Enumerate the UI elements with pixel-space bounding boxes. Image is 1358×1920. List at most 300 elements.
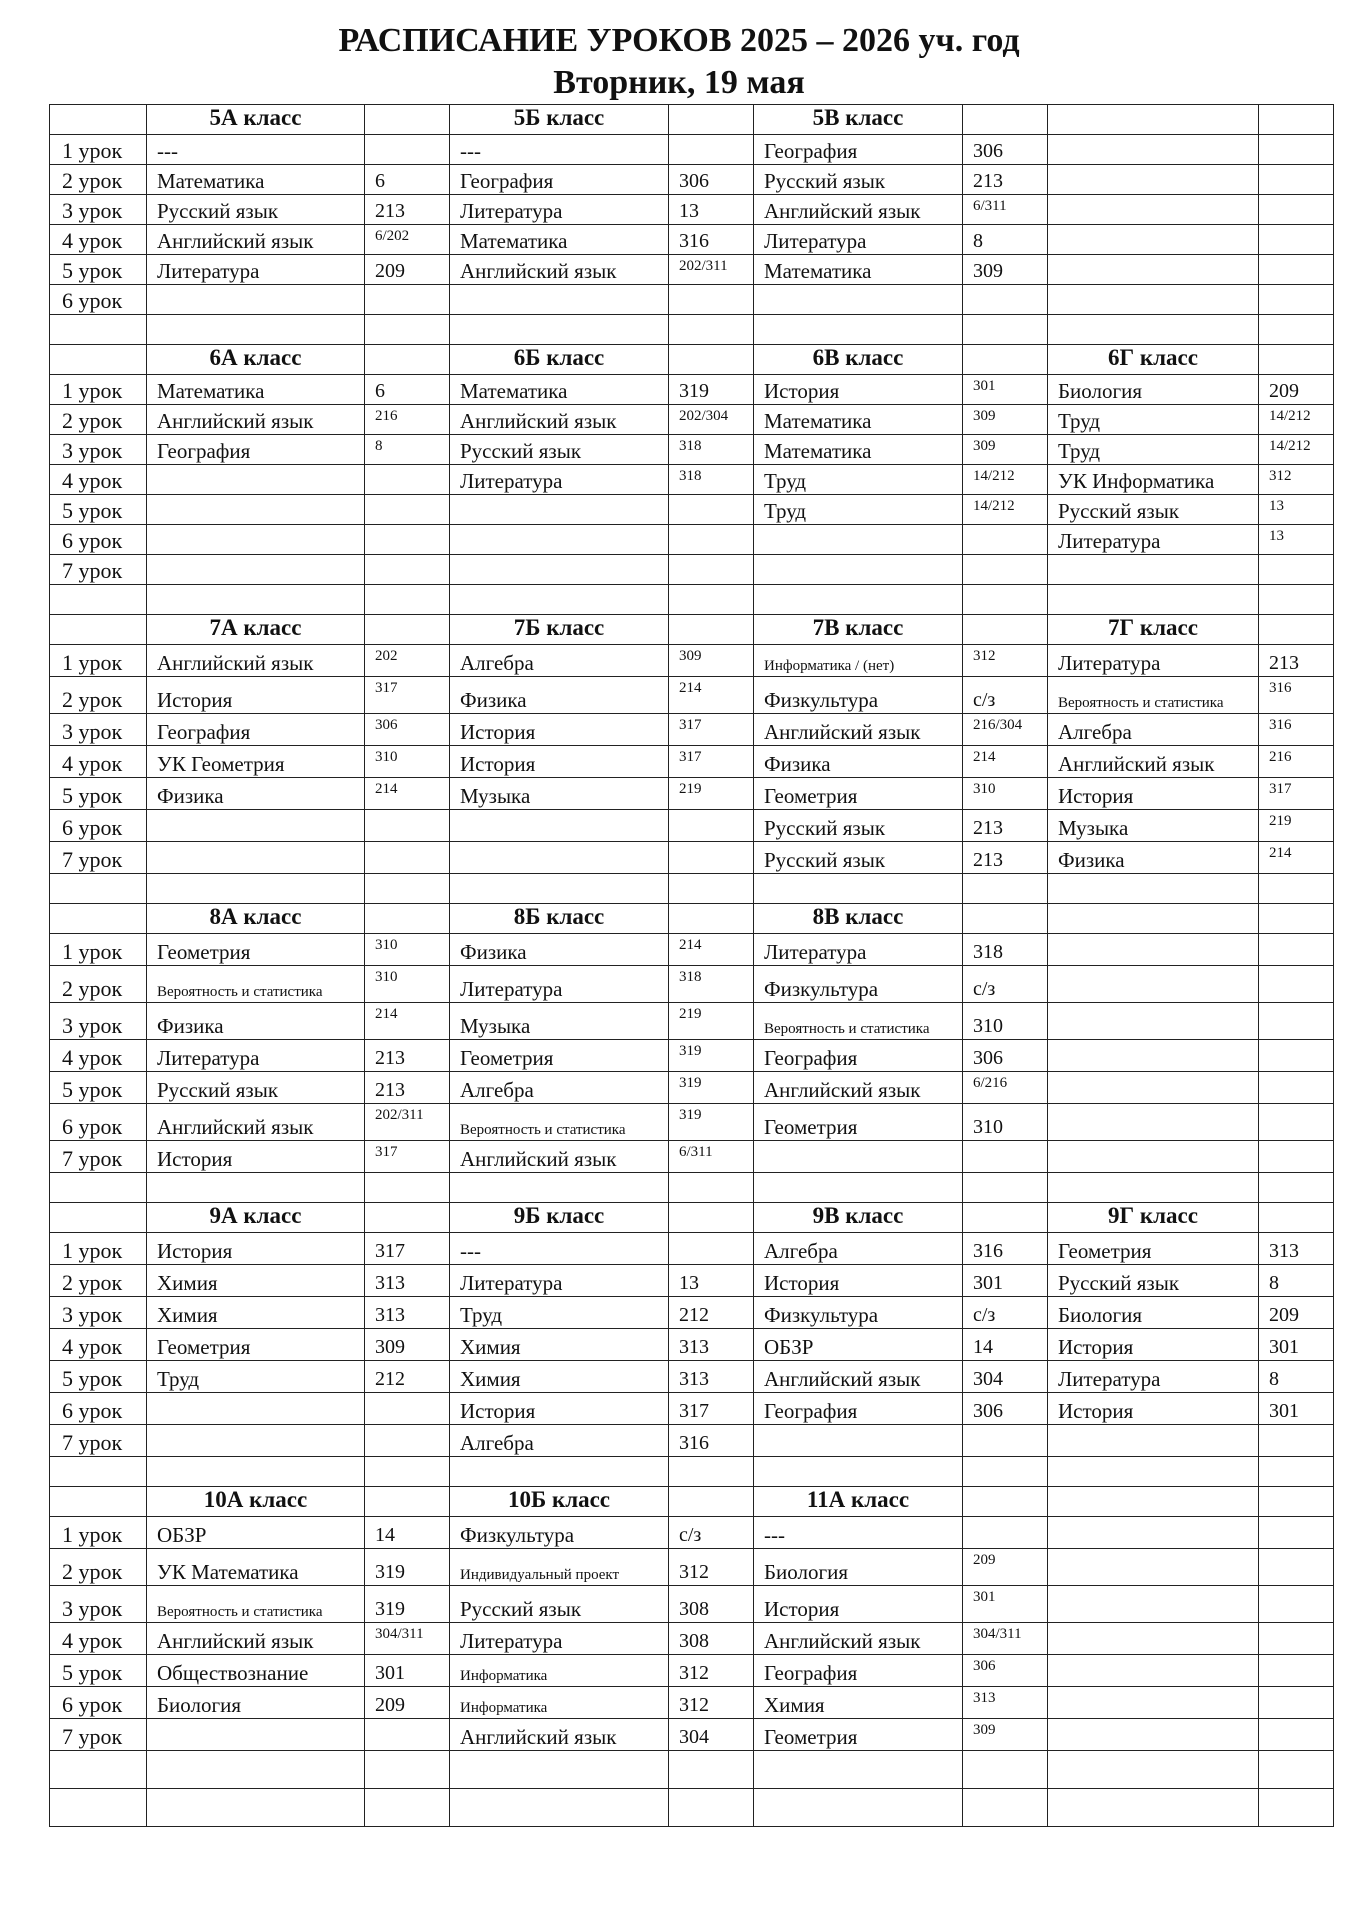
room-cell: 8 <box>1259 1265 1334 1297</box>
lesson-number: 6 урок <box>50 1393 147 1425</box>
subject-cell: Русский язык <box>754 842 963 874</box>
subject-cell: Русский язык <box>754 810 963 842</box>
room-cell <box>1259 135 1334 165</box>
subject-cell <box>1048 1517 1259 1549</box>
subject-cell: Биология <box>147 1687 365 1719</box>
class-header-row <box>50 1487 1334 1517</box>
room-cell: 219 <box>669 778 754 810</box>
empty-cell <box>147 1789 365 1827</box>
subject-cell: Химия <box>450 1329 669 1361</box>
room-cell: 304/311 <box>963 1623 1048 1655</box>
room-cell: 6 <box>365 375 450 405</box>
lesson-row <box>50 1719 1334 1751</box>
empty-cell <box>450 1789 669 1827</box>
lesson-row <box>50 934 1334 966</box>
empty-cell <box>963 1173 1048 1203</box>
lesson-number: 2 урок <box>50 1549 147 1586</box>
room-cell: 209 <box>963 1549 1048 1586</box>
subject-cell: Математика <box>754 255 963 285</box>
room-cell <box>669 842 754 874</box>
subject-cell <box>1048 934 1259 966</box>
room-cell <box>1259 1719 1334 1751</box>
room-cell: 202/311 <box>669 255 754 285</box>
subject-cell: Литература <box>754 934 963 966</box>
room-header <box>669 1487 754 1517</box>
room-cell: 316 <box>669 1425 754 1457</box>
spacer-row <box>50 585 1334 615</box>
subject-cell <box>147 465 365 495</box>
room-cell: 219 <box>669 1003 754 1040</box>
room-cell: 319 <box>669 375 754 405</box>
subject-cell: Информатика <box>450 1687 669 1719</box>
subject-cell: Физика <box>450 677 669 714</box>
room-cell <box>1259 966 1334 1003</box>
empty-cell <box>365 1457 450 1487</box>
empty-cell <box>1048 1457 1259 1487</box>
subject-cell: Геометрия <box>754 1719 963 1751</box>
room-header <box>365 1203 450 1233</box>
room-cell: 306 <box>963 1040 1048 1072</box>
empty-cell <box>669 315 754 345</box>
lesson-row <box>50 645 1334 677</box>
room-cell: 301 <box>963 1586 1048 1623</box>
subject-cell: Физика <box>147 1003 365 1040</box>
lesson-number: 4 урок <box>50 465 147 495</box>
spacer-row <box>50 1457 1334 1487</box>
empty-cell <box>147 874 365 904</box>
subject-cell <box>1048 1425 1259 1457</box>
class-header: 8А класс <box>147 904 365 934</box>
room-cell: 309 <box>963 255 1048 285</box>
subject-cell: Обществознание <box>147 1655 365 1687</box>
room-cell <box>963 555 1048 585</box>
room-cell <box>669 525 754 555</box>
room-cell: 319 <box>669 1072 754 1104</box>
empty-cell <box>50 315 147 345</box>
room-cell <box>963 1425 1048 1457</box>
subject-cell: Алгебра <box>1048 714 1259 746</box>
subject-cell: История <box>147 1233 365 1265</box>
subject-cell: Труд <box>1048 405 1259 435</box>
class-header-row <box>50 345 1334 375</box>
room-cell <box>365 810 450 842</box>
room-cell: 6/216 <box>963 1072 1048 1104</box>
room-cell: 202 <box>365 645 450 677</box>
class-header: 7В класс <box>754 615 963 645</box>
empty-cell <box>450 315 669 345</box>
subject-cell: Геометрия <box>147 934 365 966</box>
subject-cell: Химия <box>147 1297 365 1329</box>
subject-cell: Английский язык <box>147 1104 365 1141</box>
room-cell: 313 <box>669 1361 754 1393</box>
subject-cell: Труд <box>450 1297 669 1329</box>
subject-cell <box>450 842 669 874</box>
subject-cell: Физика <box>754 746 963 778</box>
subject-cell: Литература <box>147 1040 365 1072</box>
page-subtitle: Вторник, 19 мая <box>553 64 805 101</box>
room-cell: 6/311 <box>963 195 1048 225</box>
room-cell <box>1259 1104 1334 1141</box>
lesson-row <box>50 1141 1334 1173</box>
empty-cell <box>1048 1789 1259 1827</box>
room-cell: 310 <box>963 1003 1048 1040</box>
subject-cell: Биология <box>1048 375 1259 405</box>
room-cell: 310 <box>365 966 450 1003</box>
room-cell: 308 <box>669 1623 754 1655</box>
room-header <box>1259 1487 1334 1517</box>
class-header: 6А класс <box>147 345 365 375</box>
empty-cell <box>669 1789 754 1827</box>
subject-cell: География <box>754 1393 963 1425</box>
subject-cell: Русский язык <box>450 1586 669 1623</box>
room-cell <box>365 525 450 555</box>
subject-cell <box>1048 1104 1259 1141</box>
subject-cell <box>147 285 365 315</box>
room-cell <box>1259 1687 1334 1719</box>
empty-cell <box>1048 585 1259 615</box>
room-header <box>365 345 450 375</box>
empty-cell <box>450 1173 669 1203</box>
room-cell: 312 <box>669 1655 754 1687</box>
subject-cell: Алгебра <box>450 1072 669 1104</box>
subject-cell: Русский язык <box>1048 1265 1259 1297</box>
empty-cell <box>754 1457 963 1487</box>
lesson-number: 3 урок <box>50 435 147 465</box>
class-header: 5В класс <box>754 105 963 135</box>
room-header <box>963 1203 1048 1233</box>
room-cell: 216 <box>365 405 450 435</box>
lesson-row <box>50 1687 1334 1719</box>
room-cell: 316 <box>669 225 754 255</box>
subject-cell: Физкультура <box>450 1517 669 1549</box>
subject-cell <box>754 525 963 555</box>
room-cell: 318 <box>963 934 1048 966</box>
subject-cell: Информатика <box>450 1655 669 1687</box>
lesson-number: 7 урок <box>50 1425 147 1457</box>
subject-cell <box>1048 195 1259 225</box>
empty-cell <box>754 1789 963 1827</box>
subject-cell <box>450 495 669 525</box>
lesson-number: 3 урок <box>50 1003 147 1040</box>
subject-cell: Английский язык <box>147 645 365 677</box>
lesson-row <box>50 1265 1334 1297</box>
subject-cell: Английский язык <box>147 225 365 255</box>
lesson-row <box>50 135 1334 165</box>
class-header: 6Б класс <box>450 345 669 375</box>
lesson-number: 4 урок <box>50 1040 147 1072</box>
empty-cell <box>1259 1789 1334 1827</box>
subject-cell: Литература <box>1048 525 1259 555</box>
lesson-number: 5 урок <box>50 778 147 810</box>
room-cell: 319 <box>669 1040 754 1072</box>
room-cell <box>1259 1072 1334 1104</box>
subject-cell <box>1048 966 1259 1003</box>
empty-cell <box>669 1457 754 1487</box>
room-cell: 318 <box>669 966 754 1003</box>
room-cell: 301 <box>1259 1329 1334 1361</box>
subject-cell: Алгебра <box>450 645 669 677</box>
subject-cell: Геометрия <box>450 1040 669 1072</box>
lesson-row <box>50 225 1334 255</box>
lesson-number: 4 урок <box>50 1623 147 1655</box>
room-cell: 13 <box>669 1265 754 1297</box>
subject-cell: Английский язык <box>147 405 365 435</box>
subject-cell: Математика <box>754 405 963 435</box>
subject-cell: География <box>147 714 365 746</box>
subject-cell: Литература <box>450 966 669 1003</box>
room-cell <box>963 285 1048 315</box>
room-cell <box>1259 255 1334 285</box>
room-cell <box>1259 1623 1334 1655</box>
room-cell: 310 <box>365 934 450 966</box>
subject-cell: Литература <box>450 1623 669 1655</box>
subject-cell: История <box>1048 1329 1259 1361</box>
room-cell: 301 <box>1259 1393 1334 1425</box>
empty-cell <box>963 1789 1048 1827</box>
room-cell: 214 <box>365 1003 450 1040</box>
class-header <box>1048 105 1259 135</box>
room-cell: 317 <box>365 677 450 714</box>
subject-cell: Труд <box>754 465 963 495</box>
subject-cell: География <box>450 165 669 195</box>
room-header <box>365 105 450 135</box>
room-cell <box>1259 1425 1334 1457</box>
subject-cell: Английский язык <box>450 1719 669 1751</box>
room-cell: 306 <box>963 1393 1048 1425</box>
room-cell <box>669 810 754 842</box>
lesson-number: 6 урок <box>50 525 147 555</box>
subject-cell: Математика <box>147 375 365 405</box>
room-header <box>1259 105 1334 135</box>
room-cell: 304 <box>963 1361 1048 1393</box>
room-cell <box>1259 1517 1334 1549</box>
subject-cell: Вероятность и статистика <box>1048 677 1259 714</box>
empty-cell <box>1048 874 1259 904</box>
empty-cell <box>365 315 450 345</box>
room-cell: 6 <box>365 165 450 195</box>
room-cell: 313 <box>365 1265 450 1297</box>
empty-cell <box>450 1751 669 1789</box>
room-header <box>365 615 450 645</box>
subject-cell: География <box>754 135 963 165</box>
room-cell: 309 <box>963 1719 1048 1751</box>
room-header <box>963 904 1048 934</box>
room-cell: 13 <box>1259 495 1334 525</box>
lesson-number: 5 урок <box>50 255 147 285</box>
subject-cell: Английский язык <box>754 195 963 225</box>
room-cell: 312 <box>669 1687 754 1719</box>
subject-cell: --- <box>754 1517 963 1549</box>
room-cell <box>963 1141 1048 1173</box>
subject-cell <box>147 810 365 842</box>
room-cell: 306 <box>365 714 450 746</box>
subject-cell: Математика <box>450 225 669 255</box>
subject-cell: Вероятность и статистика <box>754 1003 963 1040</box>
lesson-row <box>50 966 1334 1003</box>
subject-cell: Литература <box>450 465 669 495</box>
lesson-row <box>50 1297 1334 1329</box>
room-cell <box>669 135 754 165</box>
subject-cell: История <box>754 375 963 405</box>
subject-cell: Английский язык <box>450 255 669 285</box>
subject-cell: Литература <box>450 1265 669 1297</box>
room-cell: 306 <box>963 135 1048 165</box>
lesson-row <box>50 555 1334 585</box>
subject-cell <box>1048 1655 1259 1687</box>
lesson-number: 2 урок <box>50 1265 147 1297</box>
subject-cell: Геометрия <box>754 1104 963 1141</box>
room-header <box>669 105 754 135</box>
subject-cell: География <box>754 1655 963 1687</box>
lesson-number: 6 урок <box>50 285 147 315</box>
subject-cell <box>1048 225 1259 255</box>
subject-cell <box>1048 135 1259 165</box>
empty-cell <box>963 315 1048 345</box>
subject-cell <box>147 495 365 525</box>
room-cell: 214 <box>669 677 754 714</box>
room-cell <box>365 1425 450 1457</box>
room-cell: 317 <box>365 1233 450 1265</box>
class-header: 9Г класс <box>1048 1203 1259 1233</box>
lesson-row <box>50 1329 1334 1361</box>
subject-cell: Биология <box>1048 1297 1259 1329</box>
lesson-row <box>50 1549 1334 1586</box>
room-cell: 219 <box>1259 810 1334 842</box>
lesson-number: 1 урок <box>50 1517 147 1549</box>
lesson-row <box>50 1072 1334 1104</box>
room-cell <box>669 285 754 315</box>
room-cell: 213 <box>963 810 1048 842</box>
room-cell: 214 <box>963 746 1048 778</box>
lesson-row <box>50 495 1334 525</box>
room-cell: с/з <box>963 1297 1048 1329</box>
subject-cell: История <box>1048 778 1259 810</box>
room-cell: с/з <box>963 677 1048 714</box>
room-cell: 213 <box>365 195 450 225</box>
empty-cell <box>669 874 754 904</box>
lesson-number: 2 урок <box>50 966 147 1003</box>
class-header: 6Г класс <box>1048 345 1259 375</box>
room-header <box>1259 345 1334 375</box>
room-header <box>1259 1203 1334 1233</box>
subject-cell: Физкультура <box>754 677 963 714</box>
corner-cell <box>50 1487 147 1517</box>
subject-cell <box>1048 165 1259 195</box>
lesson-number: 3 урок <box>50 1297 147 1329</box>
lesson-row <box>50 405 1334 435</box>
empty-cell <box>450 1457 669 1487</box>
room-cell: 313 <box>669 1329 754 1361</box>
subject-cell: УК Математика <box>147 1549 365 1586</box>
empty-cell <box>450 874 669 904</box>
room-cell: 301 <box>963 1265 1048 1297</box>
lesson-row <box>50 195 1334 225</box>
schedule-table <box>49 104 1334 1827</box>
empty-cell <box>50 1173 147 1203</box>
subject-cell <box>1048 1687 1259 1719</box>
subject-cell: Литература <box>1048 645 1259 677</box>
subject-cell <box>147 555 365 585</box>
room-cell <box>963 1517 1048 1549</box>
room-cell: 317 <box>1259 778 1334 810</box>
page-title: РАСПИСАНИЕ УРОКОВ 2025 – 2026 уч. год <box>338 22 1020 59</box>
subject-cell: Английский язык <box>754 1361 963 1393</box>
spacer-row <box>50 1173 1334 1203</box>
room-header <box>963 345 1048 375</box>
room-cell <box>1259 1141 1334 1173</box>
class-header: 10Б класс <box>450 1487 669 1517</box>
room-cell: 319 <box>365 1549 450 1586</box>
subject-cell: Математика <box>450 375 669 405</box>
class-header-row <box>50 105 1334 135</box>
subject-cell: Информатика / (нет) <box>754 645 963 677</box>
empty-cell <box>50 1751 147 1789</box>
room-cell: 216 <box>1259 746 1334 778</box>
subject-cell: История <box>754 1265 963 1297</box>
room-cell <box>365 842 450 874</box>
lesson-number: 7 урок <box>50 1719 147 1751</box>
subject-cell: Химия <box>147 1265 365 1297</box>
room-cell: 8 <box>365 435 450 465</box>
subject-cell <box>450 525 669 555</box>
lesson-number: 3 урок <box>50 714 147 746</box>
empty-cell <box>669 585 754 615</box>
room-cell <box>669 495 754 525</box>
lesson-row <box>50 1586 1334 1623</box>
subject-cell: Физика <box>147 778 365 810</box>
room-header <box>963 105 1048 135</box>
lesson-row <box>50 1361 1334 1393</box>
room-cell: 317 <box>669 714 754 746</box>
empty-cell <box>754 874 963 904</box>
empty-cell <box>754 585 963 615</box>
subject-cell <box>1048 1719 1259 1751</box>
room-cell: 212 <box>365 1361 450 1393</box>
empty-cell <box>1259 585 1334 615</box>
lesson-row <box>50 1393 1334 1425</box>
empty-cell <box>1048 315 1259 345</box>
lesson-row <box>50 435 1334 465</box>
empty-cell <box>669 1173 754 1203</box>
subject-cell <box>1048 255 1259 285</box>
room-cell: 313 <box>365 1297 450 1329</box>
room-cell: 6/311 <box>669 1141 754 1173</box>
room-cell: 8 <box>1259 1361 1334 1393</box>
lesson-number: 5 урок <box>50 1655 147 1687</box>
lesson-number: 3 урок <box>50 195 147 225</box>
corner-cell <box>50 345 147 375</box>
subject-cell: История <box>450 714 669 746</box>
room-header <box>1259 615 1334 645</box>
class-header <box>1048 904 1259 934</box>
room-header <box>963 615 1048 645</box>
subject-cell: Литература <box>754 225 963 255</box>
subject-cell <box>1048 1141 1259 1173</box>
room-cell: 209 <box>365 1687 450 1719</box>
room-cell: 308 <box>669 1586 754 1623</box>
class-header: 9Б класс <box>450 1203 669 1233</box>
lesson-number: 6 урок <box>50 1687 147 1719</box>
subject-cell <box>1048 1003 1259 1040</box>
room-cell: 14 <box>365 1517 450 1549</box>
empty-cell <box>365 585 450 615</box>
subject-cell: История <box>1048 1393 1259 1425</box>
lesson-number: 6 урок <box>50 1104 147 1141</box>
room-cell: 13 <box>1259 525 1334 555</box>
room-cell: 312 <box>1259 465 1334 495</box>
lesson-number: 7 урок <box>50 842 147 874</box>
subject-cell: Физкультура <box>754 966 963 1003</box>
